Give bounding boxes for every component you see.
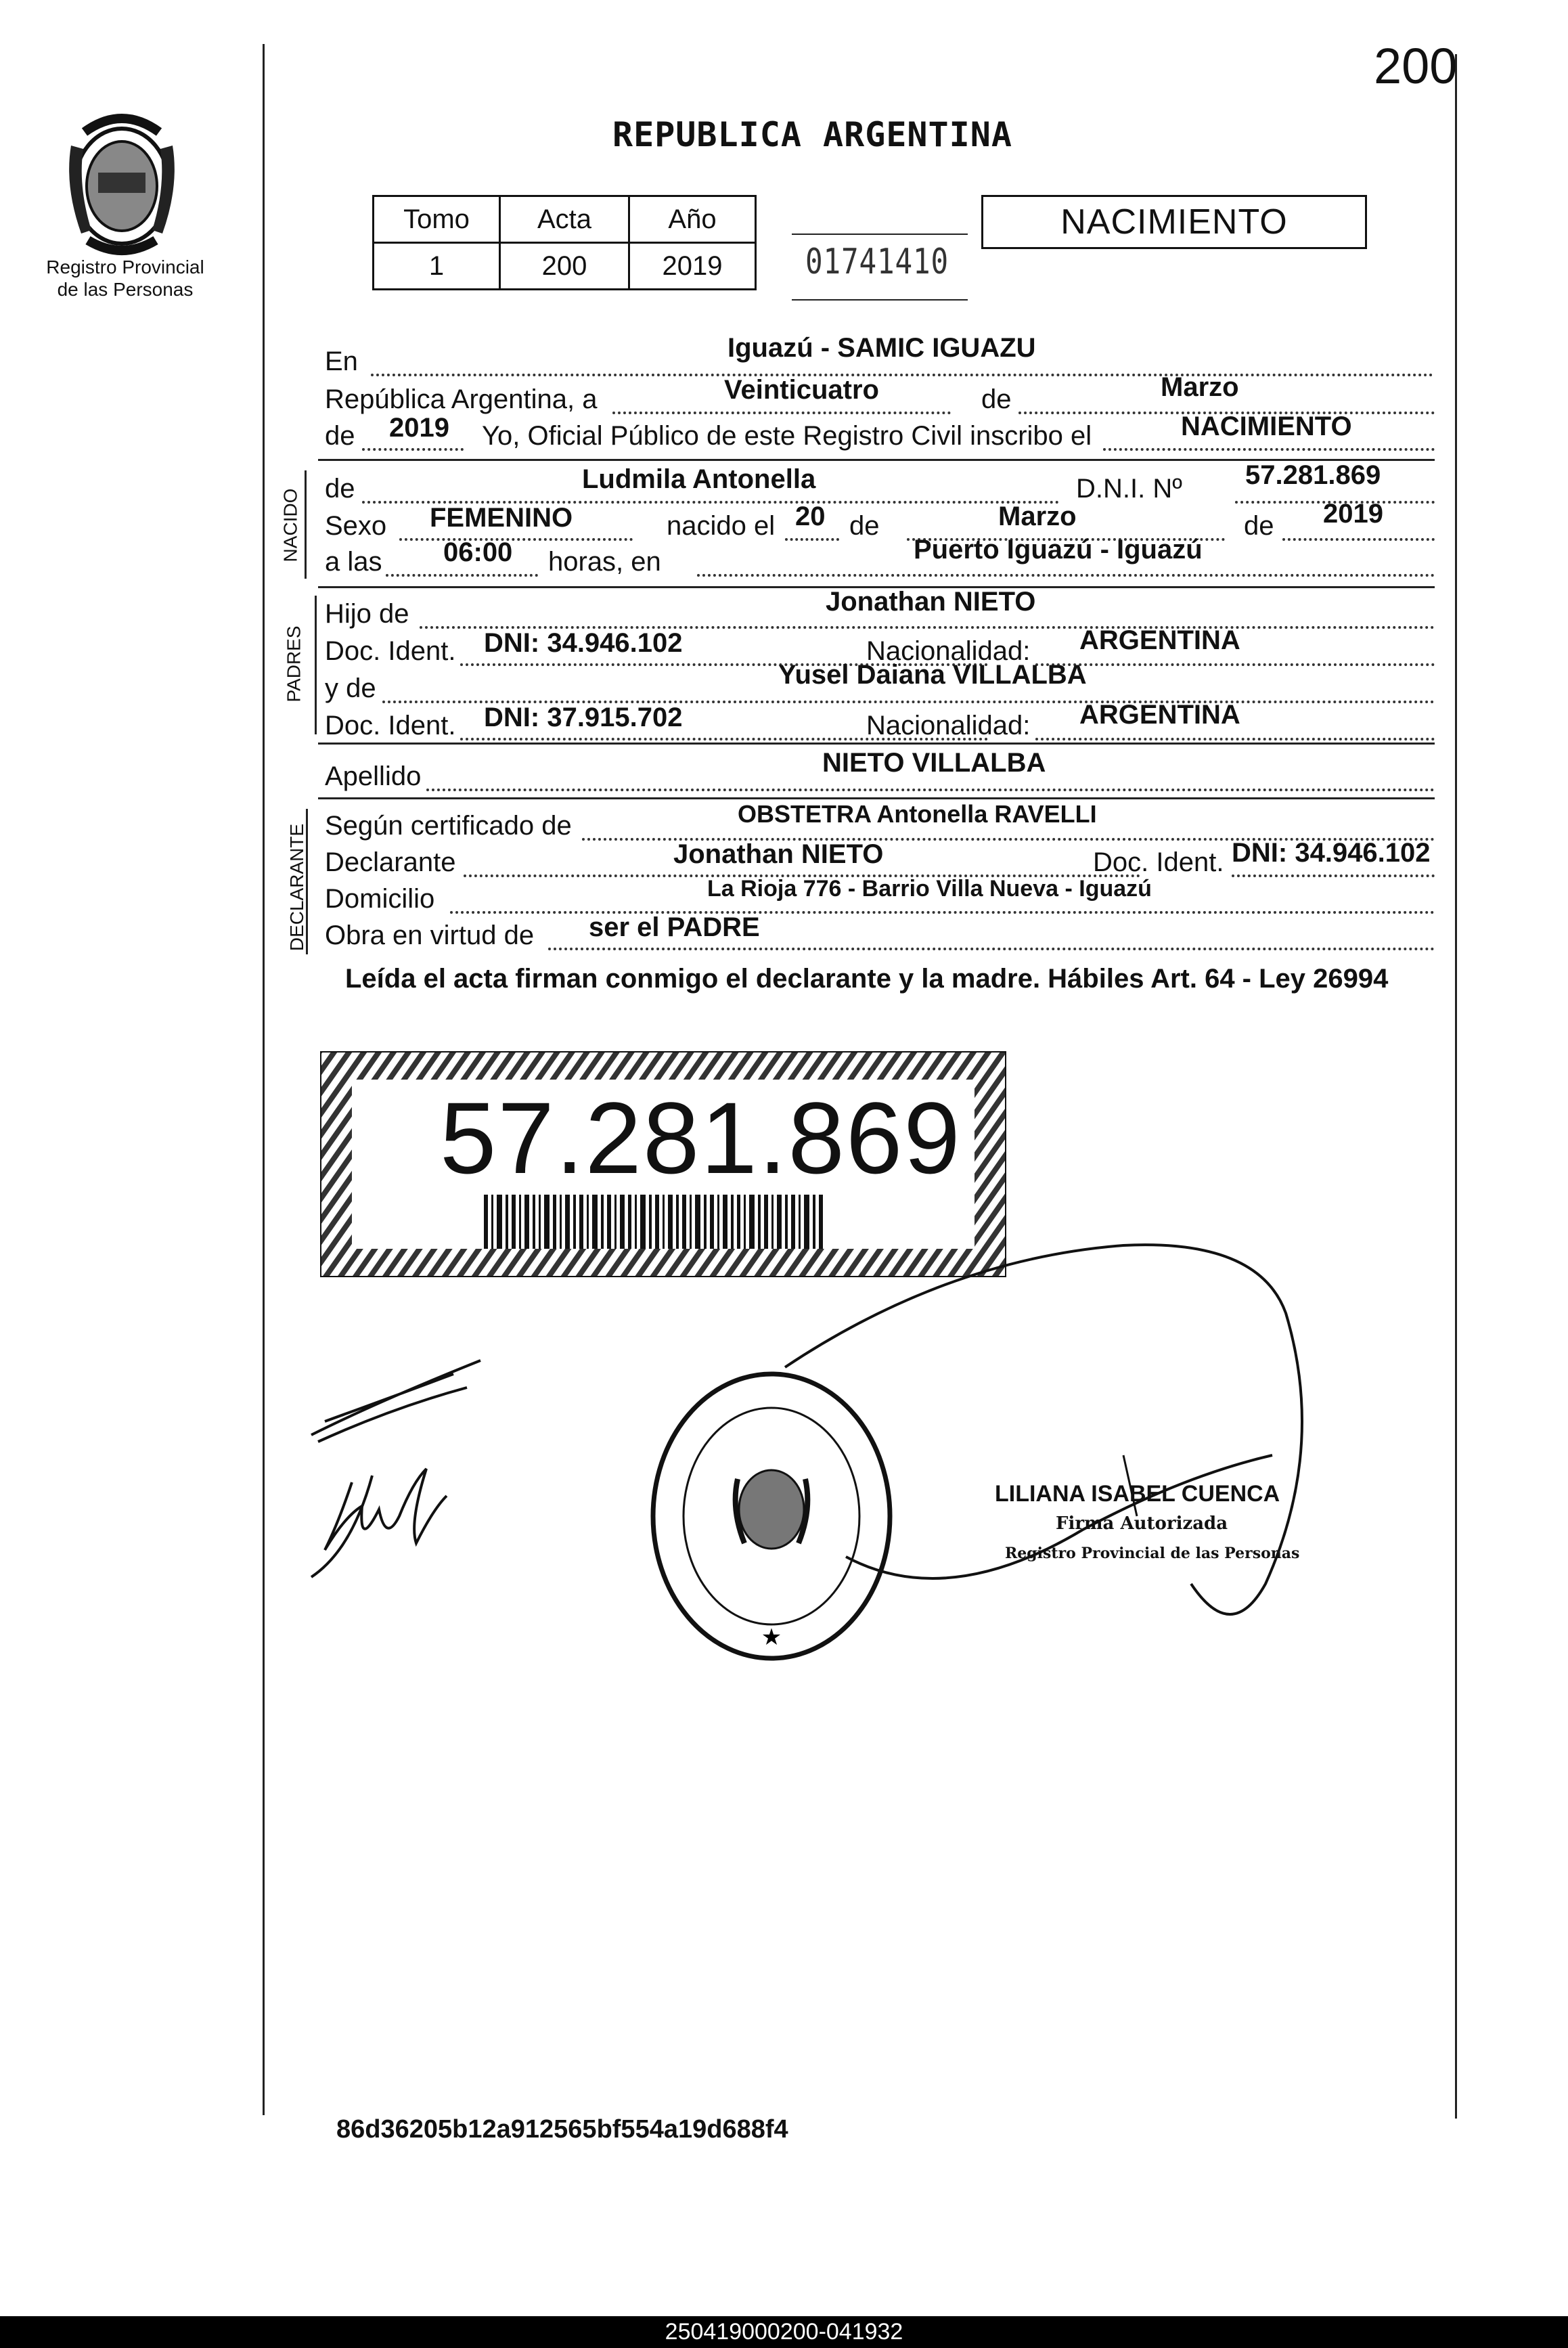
divider-4 [318,797,1435,799]
left-margin-line [263,44,265,2115]
official-name: LILIANA ISABEL CUENCA [995,1481,1280,1507]
certificado-value: OBSTETRA Antonella RAVELLI [738,800,1097,828]
declarante-doc-value: DNI: 34.946.102 [1232,838,1431,868]
apellido-label: Apellido [325,761,422,791]
divider-3 [318,743,1435,745]
official-stamp [646,1367,897,1665]
official-office: Registro Provincial de las Personas [1005,1545,1300,1562]
signature-declarante [298,1347,501,1604]
acta-value: 200 [500,243,629,290]
serial-number: 01741410 [805,242,949,282]
father-nat-label: Nacionalidad: [866,636,1031,666]
hijo-label: Hijo de [325,599,409,629]
en-label: En [325,347,358,376]
obra-value: ser el PADRE [589,912,760,942]
father-nat-value: ARGENTINA [1079,625,1240,655]
mother-nat-label: Nacionalidad: [866,711,1031,740]
sexo-value: FEMENINO [430,503,573,533]
nacido-section-label: NACIDO [279,488,301,562]
provincial-seal-icon [51,105,193,261]
birth-time-value: 06:00 [443,537,513,567]
dni-label: D.N.I. Nº [1076,474,1182,504]
official-role: Firma Autorizada [1056,1513,1228,1534]
padres-bracket [315,596,317,734]
tomo-value: 1 [374,243,500,290]
place-value: Iguazú - SAMIC IGUAZU [727,333,1036,363]
svg-text:★: ★ [761,1624,782,1651]
de-label-3: de [325,474,355,504]
declarante-doc-label: Doc. Ident. [1093,847,1224,877]
record-index-table [372,195,757,290]
nacido-bracket [305,470,307,579]
month-value: Marzo [1161,372,1239,402]
de-label-1: de [981,384,1012,414]
de-label-4: de [849,511,880,541]
registry-name-line1: Registro Provincial [46,257,204,278]
declarante-section-label: DECLARANTE [286,823,308,952]
declarante-label: Declarante [325,847,456,877]
father-doc-label: Doc. Ident. [325,636,456,666]
year-value: 2019 [389,413,449,443]
right-margin-line [1455,54,1457,2119]
domicilio-label: Domicilio [325,884,435,914]
official-signature-block [995,1479,1299,1568]
serial-top-line [792,234,968,235]
father-name-value: Jonathan NIETO [826,587,1036,617]
obra-label: Obra en virtud de [325,921,535,950]
anio-header: Año [629,196,756,243]
child-name-value: Ludmila Antonella [582,464,816,494]
row-mother-doc [325,700,1435,751]
birth-month-value: Marzo [998,502,1077,531]
yo-text: Yo, Oficial Público de este Registro Civil inscribo el [482,421,1092,451]
domicilio-value: La Rioja 776 - Barrio Villa Nueva - Iguazú [707,876,1152,902]
mother-nat-value: ARGENTINA [1079,700,1240,730]
tomo-header: Tomo [374,196,500,243]
mother-doc-value: DNI: 37.915.702 [484,703,683,732]
birth-year-value: 2019 [1323,499,1383,529]
row-hora [325,535,1435,588]
republica-label: República Argentina, a [325,384,598,414]
birth-place-value: Puerto Iguazú - Iguazú [914,535,1203,564]
padres-section-label: PADRES [283,625,305,703]
declarante-value: Jonathan NIETO [673,839,884,869]
row-obra [325,912,1435,961]
acta-header: Acta [500,196,629,243]
row-en [325,333,1435,387]
apellido-value: NIETO VILLALBA [822,748,1046,778]
closing-statement: Leída el acta firman conmigo el declarante y la madre. Hábiles Art. 64 - Ley 26994 [345,964,1389,994]
document-hash: 86d36205b12a912565bf554a19d688f4 [336,2115,788,2144]
a-las-label: a las [325,547,382,577]
mother-doc-label: Doc. Ident. [325,711,456,740]
registry-name-line2: de las Personas [57,279,194,300]
dni-big-number: 57.281.869 [440,1081,962,1195]
row-domicilio [325,876,1435,925]
serial-bottom-line [792,299,968,301]
sexo-label: Sexo [325,511,387,541]
mother-name-value: Yusel Daiana VILLALBA [778,660,1087,690]
record-type-value: NACIMIENTO [1181,412,1352,441]
document-title: REPUBLICA ARGENTINA [612,115,1012,154]
segun-label: Según certificado de [325,811,572,841]
footer-code-bar: 250419000200-041932 [0,2316,1568,2348]
row-apellido [325,748,1435,802]
anio-value: 2019 [629,243,756,290]
y-de-label: y de [325,673,376,703]
father-doc-value: DNI: 34.946.102 [484,628,683,658]
horas-label: horas, en [548,547,661,577]
day-words-value: Veinticuatro [724,375,879,405]
registry-name [27,256,223,301]
de-label-2: de [325,421,355,451]
nacido-el-label: nacido el [667,511,776,541]
birth-day-value: 20 [795,502,826,531]
child-dni-value: 57.281.869 [1245,460,1381,490]
row-year [325,412,1435,462]
page-number: 200 [1374,38,1458,94]
act-type-box: NACIMIENTO [981,195,1367,249]
de-label-5: de [1244,511,1274,541]
